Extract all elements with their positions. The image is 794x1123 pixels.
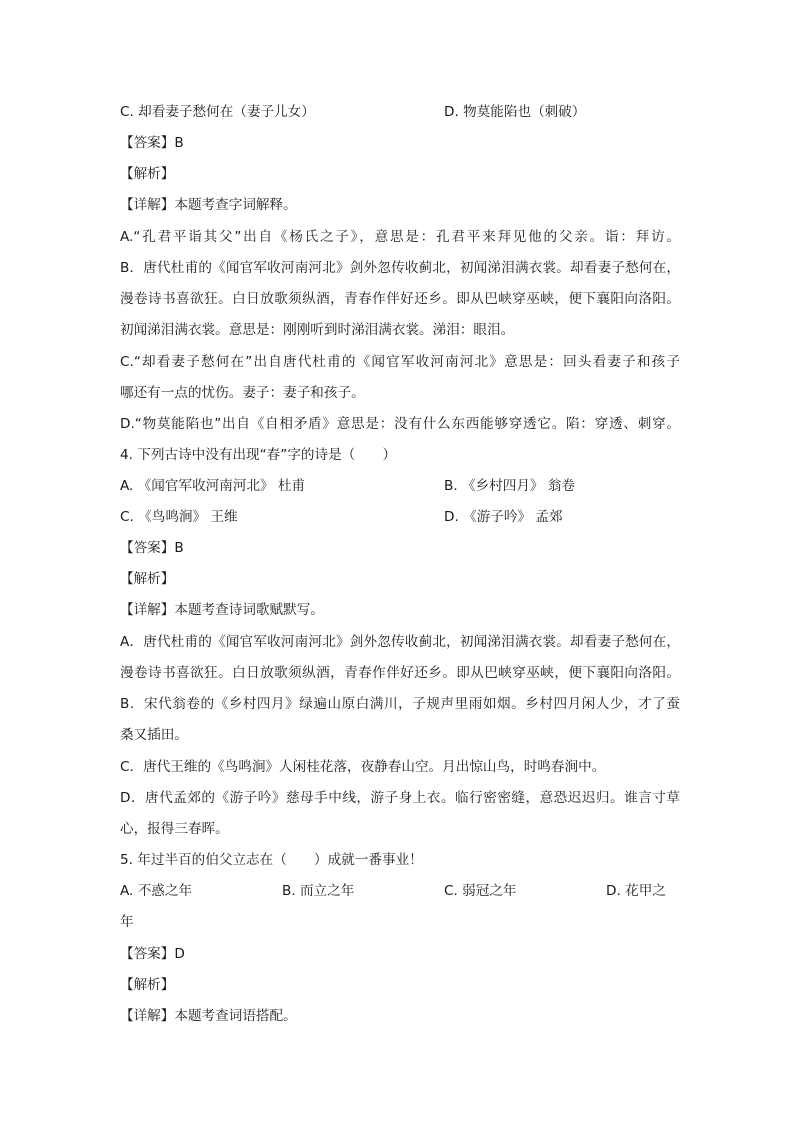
q5-option-c: C. 弱冠之年 (444, 883, 517, 899)
q5-option-b: B. 而立之年 (282, 883, 355, 899)
q5-answer: 【答案】D (120, 946, 185, 962)
q3-detail-line: C.“却看妻子愁何在”出自唐代杜甫的《闻官军收河南河北》意思是：回头看妻子和孩子 (120, 354, 680, 370)
q3-analysis-label: 【解析】 (120, 166, 175, 182)
q5-option-d-wrap: 年 (120, 914, 134, 930)
q4-answer: 【答案】B (120, 540, 184, 556)
q5-detail-intro: 【详解】本题考查词语搭配。 (120, 1008, 297, 1024)
q3-detail-line: 漫卷诗书喜欲狂。白日放歌须纵酒，青春作伴好还乡。即从巴峡穿巫峡，便下襄阳向洛阳。 (120, 291, 680, 307)
q3-option-d: D. 物莫能陷也（刺破） (444, 104, 586, 120)
q4-detail-intro: 【详解】本题考查诗词歌赋默写。 (120, 602, 324, 618)
q4-detail-line: 漫卷诗书喜欲狂。白日放歌须纵酒，青春作伴好还乡。即从巴峡穿巫峡，便下襄阳向洛阳。 (120, 665, 680, 681)
q4-analysis-label: 【解析】 (120, 571, 175, 587)
q5-stem: 5. 年过半百的伯父立志在（ ）成就一番事业！ (120, 852, 423, 868)
q5-analysis-label: 【解析】 (120, 977, 175, 993)
q3-option-c: C. 却看妻子愁何在（妻子儿女） (120, 104, 315, 120)
q3-detail-line: D.“物莫能陷也”出自《自相矛盾》意思是：没有什么东西能够穿透它。陷：穿透、刺穿。 (120, 416, 680, 432)
q3-detail-intro: 【详解】本题考查字词解释。 (120, 197, 297, 213)
q4-option-d: D. 《游子吟》 孟郊 (444, 509, 563, 525)
q3-detail-line: A.“孔君平诣其父”出自《杨氏之子》，意思是：孔君平来拜见他的父亲。诣：拜访。 (120, 229, 680, 245)
q5-option-d: D. 花甲之 (606, 883, 666, 899)
q4-option-c: C. 《鸟鸣涧》 王维 (120, 509, 238, 525)
q5-option-a: A. 不惑之年 (120, 883, 193, 899)
q4-option-a: A. 《闻官军收河南河北》 杜甫 (120, 478, 306, 494)
q4-detail-line: B．宋代翁卷的《乡村四月》绿遍山原白满川，子规声里雨如烟。乡村四月闲人少，才了蚕 (120, 696, 680, 712)
q4-detail-line: 心，报得三春晖。 (120, 821, 229, 837)
q4-detail-line: D．唐代孟郊的《游子吟》慈母手中线，游子身上衣。临行密密缝，意恐迟迟归。谁言寸草 (120, 790, 680, 806)
q4-detail-line: C．唐代王维的《鸟鸣涧》人闲桂花落，夜静春山空。月出惊山鸟，时鸣春涧中。 (120, 759, 606, 775)
q3-detail-line: B．唐代杜甫的《闻官军收河南河北》剑外忽传收蓟北，初闻涕泪满衣裳。却看妻子愁何在， (120, 260, 680, 276)
q4-detail-line: A．唐代杜甫的《闻官军收河南河北》剑外忽传收蓟北，初闻涕泪满衣裳。却看妻子愁何在， (120, 634, 680, 650)
q3-detail-line: 哪还有一点的忧伤。妻子：妻子和孩子。 (120, 385, 365, 401)
q3-detail-line: 初闻涕泪满衣裳。意思是：刚刚听到时涕泪满衣裳。涕泪：眼泪。 (120, 322, 515, 338)
q4-option-b: B. 《乡村四月》 翁卷 (444, 478, 576, 494)
q3-answer: 【答案】B (120, 135, 184, 151)
q4-stem: 4. 下列古诗中没有出现“春”字的诗是（ ） (120, 447, 397, 463)
q4-detail-line: 桑又插田。 (120, 727, 188, 743)
